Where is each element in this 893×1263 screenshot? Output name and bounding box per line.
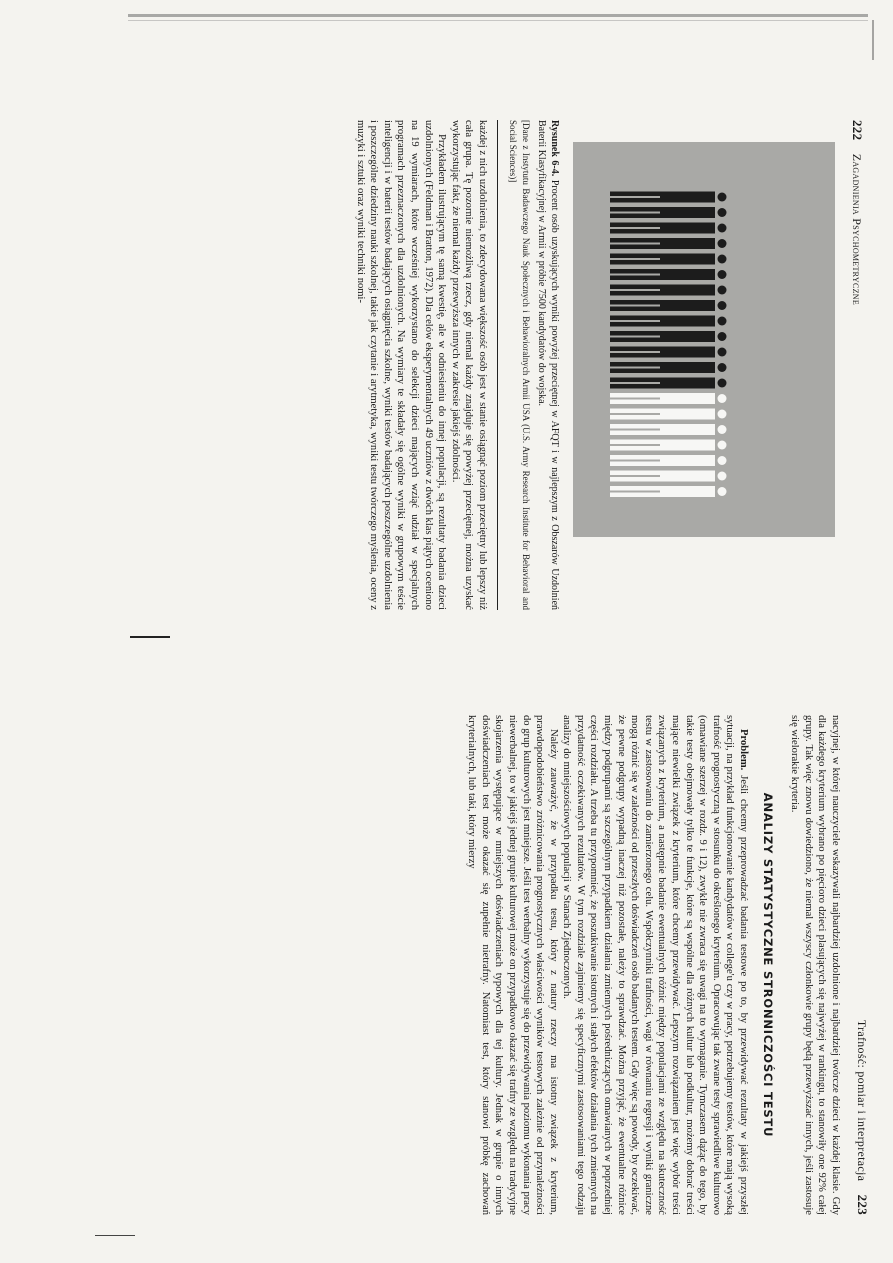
right-paragraph-1: Jeśli chcemy przeprowadzać badania testowe po to, by przewidywać rezultaty w jakiejś przyszłej sytuacji, na przykład funkcjonowanie kandydatów w college'u czy w pracy, potrzebujemy testów, które mają wysoką trafność prognostyczną w stosunku do określonego kryterium. Opracowując tak zwane testy sprawiedliwe kulturowo (omawiane szerzej w rozdz. 9 i 12), zwykle nie zwraca się uwagi na to wymaganie. Tymczasem dążąc do tego, by takie testy obejmowały tylko te funkcje, które są wspólne dla różnych kultur lub podkultur, możemy dobrać treści mające niewielki związek z kryterium, które chcemy przewidywać. Lepszym rozwiązaniem jest więc wybór treści związanych z kryterium, a następnie badanie ewentualnych różnic między populacjami ze względu na skuteczność testu w zastosowaniu do zamierzonego celu. Współczynniki trafności, wagi w równaniu regresji i wyniki graniczne mogą różnić się w zależności od przeszłych doświadczeń osób badanych testem. Gdy więc są powody, by oczekiwać, że pewne podgrupy wypadną inaczej niż pozostałe, należy to sprawdzać. Można przyjąć, że ewentualne różnice między podgrupami są szczególnym przypadkiem działania zmiennych pośredniczących omawianych w poprzedniej części rozdziału. A trzeba tu przypomnieć, że poszukiwanie istotnych i stałych efektów działania tych zmiennych na przydatność oczekiwanych rezultatów. W tym rozdziale zajmiemy się specyficznymi zastosowaniami tego rodzaju analizy do mniejszościowych populacji w Stanach Zjednoczonych. (561, 715, 750, 1215)
page-number-left: 222 (850, 120, 865, 141)
right-body-text (465, 715, 842, 1215)
scan-right-edge (872, 20, 874, 60)
running-head-left (849, 120, 865, 610)
figure-pictogram (573, 142, 835, 537)
running-head-right-text: Trafność: pomiar i interpretacja (855, 1019, 869, 1182)
left-paragraph-1: każdej z nich uzdolnienia, to zdecydowana większość osób jest w stanie osiągnąć poziom przeciętny lub lepszy niż cała grupa. Tę pozornie niemożliwą rzecz, gdy niemal każdy znajduje się powyżej przeciętnej, można uzyskać wykorzystując fakt, że niemal każdy przewyższa innych w zakresie jakiejś zdolności. (449, 120, 488, 610)
right-paragraph-2: Należy zauważyć, że w przypadku testu, który z natury rzeczy ma istotny związek z kryterium, prawdopodobieństwo zróżnicowania prognostycznych właściwości wyników testowych zależnie od przynależności do grup kulturowych jest mniejsze. Jeśli test werbalny wykorzystuje się do przewidywania poziomu wykonania pracy niewerbalnej, to w jakiejś jednej grupie kulturowej może on przypadkowo okazać się trafny ze względu na tradycyjne skojarzenia występujące w mniejszych doświadczeniach typowych dla tej kultury. Jednak w grupie o innych doświadczeniach test może okazać się zupełnie nietrafny. Natomiast test, który stanowi próbkę zachowań kryterialnych, lub taki, który mierzy (466, 715, 559, 1215)
figure-image (573, 142, 835, 537)
figure-caption (506, 120, 561, 610)
running-head-right (854, 715, 870, 1215)
caption-label: Rysunek 6-4. (549, 120, 560, 177)
caption-text: Procent osób uzyskujących wyniki powyżej przeciętnej w AFQT i w najlepszym z Obszarów Uzdolnień Baterii Klasyfikacyjnej w Armii w próbie 7500 kandydatów do wojska. (536, 120, 560, 611)
caption-source: [Dane z Instytutu Badawczego Nauk Społecznych i Behawioralnych Armii USA (U.S. Army Research Institute for Behavioral and Social Sciences)] (508, 120, 531, 610)
gutter-mark (130, 636, 170, 638)
left-paragraph-2: Przykładem ilustrującym tę samą kwestię, ale w odniesieniu do innej populacji, są rezultaty badania dzieci uzdolnionych (Feldman i Bratton, 1972). Dla celów eksperymentalnych 49 uczniów z dwóch klas piątych oceniono na 19 wymiarach, które wcześniej wykorzystano do selekcji dzieci mających wziąć udział w specjalnych programach przeznaczonych dla uzdolnionych. Na wymiary te składały się ogólne wyniki w grupowym teście inteligencji i w baterii testów badających osiągnięcia szkolne, wyniki testów badających poszczególne uzdolnienia i poszczególne dziedziny nauki szkolnej, takie jak czytanie i arytmetyka, wyniki testu twórczego myślenia, oceny z muzyki i sztuki oraz wyniki techniki nomi- (354, 120, 448, 610)
left-body-text (353, 120, 489, 610)
section-title: ANALIZY STATYSTYCZNE STRONNICZOŚCI TESTU (760, 792, 775, 1138)
problem-label: Problem. (738, 729, 750, 771)
right-intro-paragraph: nacyjnej, w której nauczyciele wskazywali najbardziej uzdolnione i najbardziej twórcze dzieci w każdej klasie. Gdy dla każdego kryterium wybrano po pięcioro dzieci plasujących się najwyżej w rankingu, to stanowiły one 92% całej grupy. Tak więc znowu dowiedziono, że niemal wszyscy członkowie grupy będą przewyższać innych, jeśli zastosuje się wielorakie kryteria. (789, 715, 841, 1215)
running-head-left-text: Zagadnienia Psychometryczne (850, 153, 864, 306)
scan-top-edge (128, 14, 868, 17)
caption-rule (497, 120, 498, 610)
bottom-mark (95, 1235, 135, 1236)
scan-top-edge-thin (128, 20, 868, 21)
page-number-right: 223 (855, 1194, 870, 1215)
figure-6-4 (573, 142, 835, 610)
